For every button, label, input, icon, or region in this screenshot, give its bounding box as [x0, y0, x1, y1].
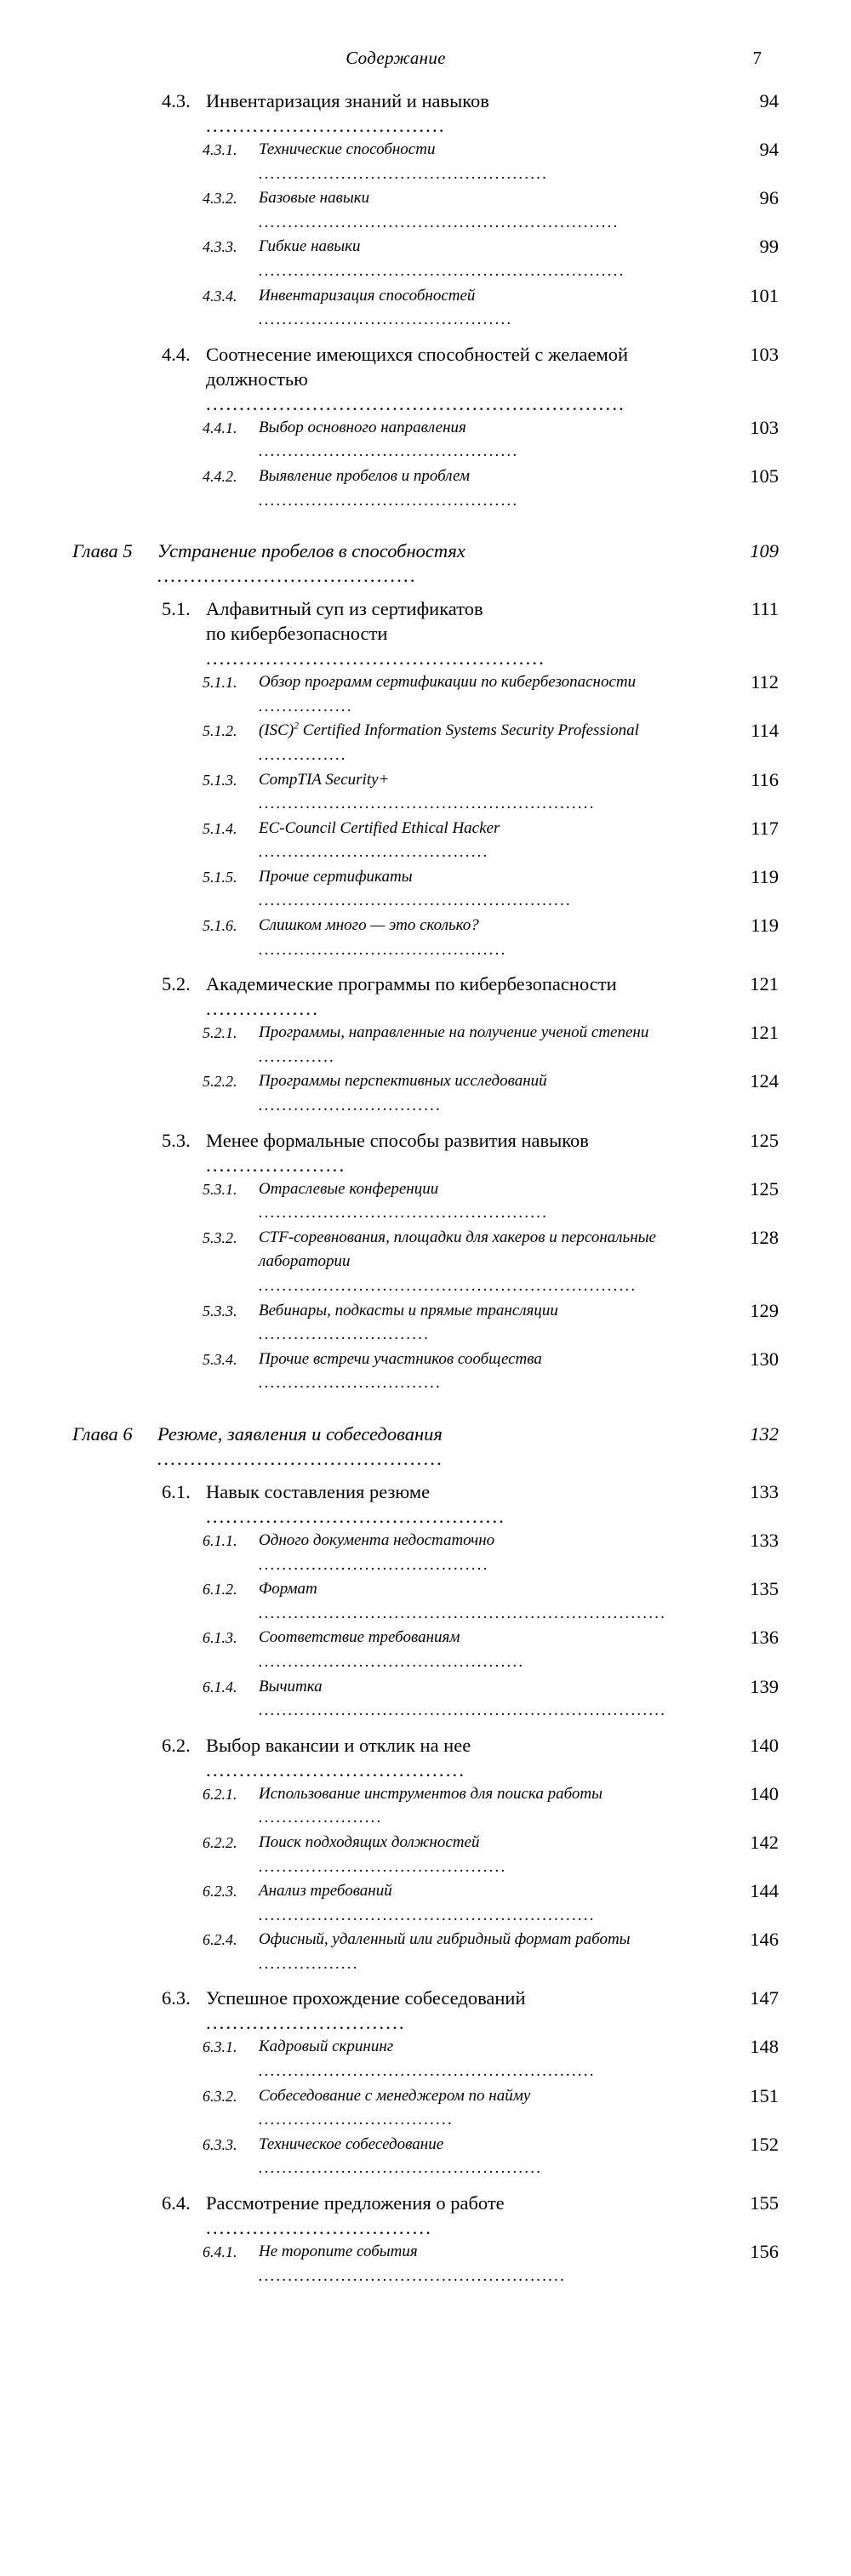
toc-entry-page-number: 119: [751, 915, 779, 937]
toc-entry-page-number: 156: [750, 2241, 779, 2263]
toc-entry-number: Глава 6: [72, 1422, 133, 1445]
toc-entry-number: 5.2.: [162, 973, 191, 995]
toc-entry-body: [259, 1879, 738, 1928]
toc-entry-page-number: 121: [750, 1022, 779, 1044]
leader-dots: ..........................................: [259, 940, 507, 959]
toc-entry-body: [259, 138, 738, 186]
leader-dots: .................: [206, 998, 320, 1020]
toc-entry-page-number: 146: [750, 1929, 779, 1951]
toc-entry-page-number: 101: [750, 284, 779, 306]
toc-entry-number: 5.1.: [162, 598, 191, 620]
toc-entry-body: [259, 719, 738, 767]
toc-entry-page-number: 130: [750, 1348, 779, 1370]
toc-entry-number: 4.4.: [162, 343, 191, 365]
leader-dots: .............: [259, 1047, 336, 1066]
toc-entry-page-number: 105: [750, 464, 779, 487]
leader-dots: ................: [259, 697, 354, 715]
toc-entry[interactable]: [72, 235, 779, 283]
toc-entry-page-number: 151: [750, 2084, 779, 2106]
toc-entry-page-number: 128: [750, 1226, 779, 1248]
leader-dots: ................................................: [259, 2159, 543, 2178]
toc-entry-body: [259, 817, 738, 865]
toc-entry-body: [157, 1422, 738, 1471]
leader-dots: .................: [259, 1954, 360, 1973]
toc-entry[interactable]: [72, 1422, 779, 1471]
toc-entry-title: Прочие встречи участников сообщества: [259, 1349, 542, 1368]
toc-entry-page-number: 119: [751, 865, 779, 887]
leader-dots: ....................................: [206, 115, 446, 136]
toc-entry-number: 6.3.: [162, 1987, 191, 2009]
toc-entry-title: CompTIA Security+: [259, 770, 390, 789]
toc-entry[interactable]: [72, 1733, 779, 1782]
toc-entry-page-number: 124: [750, 1070, 779, 1092]
toc-entry-body: [259, 416, 738, 464]
toc-entry-page-number: 112: [751, 671, 779, 693]
toc-entry-number: 6.3.1.: [203, 2038, 237, 2056]
leader-dots: .....................: [259, 1809, 383, 1827]
toc-entry-number: 6.1.: [162, 1480, 191, 1502]
toc-entry[interactable]: [72, 284, 779, 333]
toc-entry-title: Формат: [259, 1580, 317, 1599]
leader-dots: .........................................................: [259, 795, 597, 813]
toc-entry-page-number: 133: [750, 1480, 779, 1502]
toc-entry-title: Рассмотрение предложения о работе: [206, 2192, 505, 2214]
toc-entry[interactable]: [72, 138, 779, 186]
toc-entry-title: Кадровый скрининг: [259, 2037, 394, 2056]
toc-entry-body: [206, 88, 738, 138]
toc-entry-page-number: 121: [750, 973, 779, 995]
toc-entry-body: [259, 1782, 738, 1831]
toc-entry[interactable]: [72, 416, 779, 464]
leader-dots: ...................................................: [206, 647, 546, 670]
toc-entry-number: 6.2.: [162, 1734, 191, 1756]
leader-dots: ...............................: [259, 1374, 443, 1393]
toc-entry-number: 6.1.2.: [203, 1581, 237, 1599]
toc-entry-number: 5.3.2.: [203, 1228, 237, 1246]
toc-entry[interactable]: [72, 1879, 779, 1928]
toc-entry-title: Успешное прохождение собеседований: [206, 1987, 526, 2009]
toc-entry-title: Анализ требований: [259, 1882, 392, 1901]
toc-entry-title: Гибкие навыки: [259, 237, 361, 256]
toc-entry[interactable]: [72, 719, 779, 767]
toc-entry[interactable]: [72, 670, 779, 719]
toc-entry-number: 4.3.: [162, 90, 191, 111]
toc-entry-title: EC-Council Certified Ethical Hacker: [259, 818, 500, 837]
toc-entry-number: 5.1.5.: [203, 868, 237, 886]
toc-entry-page-number: 148: [750, 2036, 779, 2058]
toc-entry-number: 6.1.3.: [203, 1629, 237, 1647]
toc-entry-page-number: 142: [750, 1831, 779, 1853]
toc-entry-page-number: 114: [751, 720, 779, 742]
toc-entry-number: 6.1.4.: [203, 1678, 237, 1695]
leader-dots: .......................................: [157, 565, 418, 587]
leader-dots: .....................: [206, 1154, 346, 1176]
toc-entry-number: 6.3.3.: [203, 2135, 237, 2153]
toc-entry-number: 5.1.6.: [203, 917, 237, 935]
toc-entry-body: [259, 1831, 738, 1879]
toc-entry[interactable]: [72, 1128, 779, 1177]
toc-entry-body: [206, 972, 738, 1021]
toc-entry-page-number: 111: [751, 598, 779, 620]
toc-entry-body: [259, 1577, 738, 1626]
toc-entry-body: [259, 1069, 738, 1118]
toc-entry-page-number: 96: [759, 187, 779, 209]
toc-entry-number: 6.3.2.: [203, 2087, 237, 2105]
toc-entry-title: Использование инструментов для поиска работы: [259, 1784, 603, 1803]
leader-dots: .....................................................................: [259, 1604, 667, 1622]
toc-entry-title: Соотнесение имеющихся способностей с желаемой: [206, 343, 628, 365]
toc-entry-body: [259, 1675, 738, 1724]
leader-dots: .................................................: [259, 1204, 549, 1222]
toc-entry[interactable]: [72, 1529, 779, 1577]
running-head-title: Содержание: [346, 48, 446, 68]
toc-entry-title: (ISC)$^2$ Certified Information Systems Security Professional: [259, 720, 639, 740]
leader-dots: ............................................: [259, 442, 519, 461]
toc-entry-number: Глава 5: [72, 540, 133, 562]
leader-dots: .....................................................................: [259, 1701, 667, 1720]
toc-entry-body: [259, 2084, 738, 2133]
toc-entry-number: 6.2.4.: [203, 1931, 237, 1949]
toc-entry[interactable]: [72, 1348, 779, 1396]
toc-entry-title: Слишком много — это сколько?: [259, 916, 479, 935]
toc-entry[interactable]: [72, 2240, 779, 2288]
toc-entry-page-number: 147: [750, 1987, 779, 2009]
toc-entry-body: [259, 2240, 738, 2288]
toc-entry[interactable]: [72, 1626, 779, 1674]
toc-entry[interactable]: [72, 1069, 779, 1118]
toc-entry-page-number: 136: [750, 1627, 779, 1649]
toc-entry[interactable]: [72, 972, 779, 1021]
toc-entry-title: CTF-соревнования, площадки для хакеров и персональные: [259, 1228, 656, 1246]
toc-entry-body: [259, 1177, 738, 1226]
toc-entry-page-number: 125: [750, 1177, 779, 1200]
leader-dots: .............................: [259, 1325, 431, 1344]
toc-entry-number: 6.2.2.: [203, 1833, 237, 1851]
leader-dots: .....................................................: [259, 892, 573, 910]
toc-entry-body: [259, 914, 738, 962]
leader-dots: ...............................: [259, 1097, 443, 1115]
toc-entry-number: 5.3.4.: [203, 1350, 237, 1368]
toc-entry-body: [259, 1348, 738, 1396]
toc-entry-body: [206, 1479, 738, 1529]
toc-entry-number: 4.4.2.: [203, 467, 237, 485]
leader-dots: ..........................................: [259, 1857, 507, 1876]
toc-entry[interactable]: [72, 1479, 779, 1529]
leader-dots: .......................................: [206, 1758, 466, 1781]
toc-entry-body: [259, 865, 738, 914]
toc-entry-body: [259, 1226, 738, 1299]
toc-entry[interactable]: [72, 186, 779, 235]
toc-entry-page-number: 117: [751, 817, 779, 839]
leader-dots: ...........................................: [157, 1447, 444, 1469]
toc-entry-title: Устранение пробелов в способностях: [157, 540, 465, 562]
toc-entry-page-number: 152: [750, 2133, 779, 2155]
leader-dots: ............................................: [259, 491, 519, 510]
leader-dots: ..............................: [206, 2012, 406, 2034]
toc-entry-body: [206, 596, 738, 670]
toc-entry-body: [259, 186, 738, 235]
toc-entry[interactable]: [72, 1986, 779, 2035]
toc-entry-body: [259, 670, 738, 719]
leader-dots: ................................................................: [259, 1277, 637, 1295]
toc-entry-title: Выбор вакансии и отклик на нее: [206, 1734, 471, 1756]
toc-entry[interactable]: [72, 817, 779, 865]
toc-entry-body: [259, 768, 738, 817]
toc-entry[interactable]: [72, 464, 779, 513]
toc-entry[interactable]: [72, 342, 779, 416]
toc-entry-body: [259, 1928, 738, 1976]
toc-entry-page-number: 133: [750, 1529, 779, 1551]
toc-entry-number: 6.4.1.: [203, 2243, 237, 2261]
toc-entry-page-number: 139: [750, 1675, 779, 1697]
toc-entry-title: Инвентаризация знаний и навыков: [206, 90, 489, 111]
toc-entry-title-continued: должностью: [206, 368, 308, 390]
toc-entry-title: Навык составления резюме: [206, 1480, 431, 1502]
toc-entry-number: 4.3.2.: [203, 190, 237, 208]
toc-entry[interactable]: [72, 1782, 779, 1831]
toc-entry[interactable]: [72, 2084, 779, 2133]
toc-entry-page-number: 129: [750, 1299, 779, 1321]
toc-entry[interactable]: [72, 596, 779, 670]
toc-entry-title: Программы, направленные на получение ученой степени: [259, 1023, 649, 1042]
toc-entry[interactable]: [72, 1226, 779, 1299]
toc-entry-page-number: 99: [759, 236, 779, 258]
leader-dots: ...............................................................: [206, 392, 625, 414]
leader-dots: .........................................................: [259, 2062, 597, 2081]
toc-entry-body: [259, 1021, 738, 1069]
toc-entry-title: Академические программы по кибербезопасности: [206, 973, 617, 995]
toc-entry[interactable]: [72, 1928, 779, 1976]
running-head: [72, 48, 779, 73]
toc-entry-title: Резюме, заявления и собеседования: [157, 1422, 443, 1445]
toc-entry-body: [259, 1626, 738, 1674]
toc-entry-title: Отраслевые конференции: [259, 1179, 439, 1198]
toc-entry-title: Поиск подходящих должностей: [259, 1832, 480, 1851]
toc-entry-title: Базовые навыки: [259, 189, 370, 208]
toc-entry-number: 5.3.3.: [203, 1302, 237, 1319]
toc-entry-number: 4.4.1.: [203, 419, 237, 436]
toc-entry-page-number: 94: [759, 90, 779, 111]
toc-entry-title: Выбор основного направления: [259, 418, 466, 436]
toc-entry-title: Прочие сертификаты: [259, 867, 413, 886]
toc-entry-number: 5.3.: [162, 1129, 191, 1151]
toc-entry-number: 5.1.3.: [203, 771, 237, 789]
toc-entry-number: 5.1.4.: [203, 819, 237, 837]
toc-entry-page-number: 144: [750, 1880, 779, 1902]
leader-dots: .............................................: [206, 1505, 506, 1527]
toc-entry-page-number: 103: [750, 343, 779, 365]
toc-entry-body: [206, 1128, 738, 1177]
leader-dots: ...........................................: [259, 311, 513, 329]
page-folio-number: 7: [752, 48, 762, 68]
leader-dots: .............................................: [259, 1652, 525, 1671]
toc-entry-title: Соответствие требованиям: [259, 1628, 460, 1647]
leader-dots: ..................................: [206, 2217, 433, 2239]
toc-entry-title: Вебинары, подкасты и прямые трансляции: [259, 1301, 558, 1319]
toc-entry-body: [259, 284, 738, 333]
toc-entry-number: 6.4.: [162, 2192, 191, 2214]
toc-entry-body: [157, 539, 738, 588]
toc-entry-title: Техническое собеседование: [259, 2134, 444, 2153]
toc-entry-title: Выявление пробелов и проблем: [259, 466, 471, 485]
toc-entry[interactable]: [72, 914, 779, 962]
toc-entry[interactable]: [72, 88, 779, 138]
toc-entry-page-number: 135: [750, 1578, 779, 1600]
toc-entry-body: [206, 2191, 738, 2240]
toc-entry[interactable]: [72, 1577, 779, 1626]
toc-entry[interactable]: [72, 1021, 779, 1069]
toc-entry-title-continued: по кибербезопасности: [206, 623, 388, 645]
toc-entry-number: 4.3.1.: [203, 141, 237, 158]
toc-entry-page-number: 132: [750, 1422, 779, 1445]
toc-entry[interactable]: [72, 1675, 779, 1724]
toc-entry-title: Одного документа недостаточно: [259, 1530, 495, 1549]
toc-entry-title: Технические способности: [259, 140, 436, 158]
toc-entry-body: [259, 2133, 738, 2181]
toc-entry-title: Программы перспективных исследований: [259, 1072, 547, 1091]
leader-dots: .........................................................: [259, 1906, 597, 1924]
toc-entry-title: Не торопите события: [259, 2243, 418, 2261]
toc-entry-number: 6.1.1.: [203, 1531, 237, 1549]
toc-entry-number: 5.2.2.: [203, 1073, 237, 1091]
toc-entry-number: 6.2.3.: [203, 1883, 237, 1901]
toc-entry[interactable]: [72, 768, 779, 817]
toc-entry-page-number: 116: [751, 768, 779, 790]
leader-dots: .................................................: [259, 164, 549, 183]
toc-entry-body: [206, 1733, 738, 1782]
toc-entry-page-number: 109: [750, 540, 779, 562]
table-of-contents-list: [72, 88, 779, 2288]
toc-entry-number: 4.3.4.: [203, 287, 237, 305]
toc-entry-number: 5.3.1.: [203, 1180, 237, 1198]
toc-entry-page-number: 140: [750, 1782, 779, 1804]
toc-entry-title: Собеседование с менеджером по найму: [259, 2086, 531, 2105]
toc-entry-page-number: 125: [750, 1129, 779, 1151]
toc-entry-body: [206, 1986, 738, 2035]
toc-entry-body: [259, 235, 738, 283]
toc-entry[interactable]: [72, 1831, 779, 1879]
toc-entry-title: Инвентаризация способностей: [259, 286, 476, 305]
toc-entry[interactable]: [72, 2035, 779, 2083]
toc-entry-number: 4.3.3.: [203, 238, 237, 256]
toc-entry-title: Менее формальные способы развития навыков: [206, 1129, 589, 1151]
toc-entry-number: 6.2.1.: [203, 1785, 237, 1803]
toc-entry-page-number: 94: [759, 139, 779, 160]
leader-dots: .......................................: [259, 1555, 490, 1574]
leader-dots: ...............: [259, 745, 348, 764]
toc-entry-number: 5.2.1.: [203, 1024, 237, 1042]
toc-entry[interactable]: [72, 2191, 779, 2240]
toc-entry-title: Обзор программ сертификации по кибербезопасности: [259, 673, 637, 692]
toc-entry-title-continued: лаборатории: [259, 1252, 351, 1271]
toc-entry-number: 5.1.2.: [203, 722, 237, 740]
toc-entry-title: Вычитка: [259, 1677, 323, 1695]
toc-entry-page-number: 140: [750, 1734, 779, 1756]
toc-entry[interactable]: [72, 1177, 779, 1226]
toc-entry-number: 5.1.1.: [203, 674, 237, 692]
leader-dots: .................................: [259, 2111, 454, 2129]
toc-entry[interactable]: [72, 539, 779, 588]
toc-entry-body: [206, 342, 738, 416]
toc-entry[interactable]: [72, 2133, 779, 2181]
toc-entry-page-number: 155: [750, 2192, 779, 2214]
leader-dots: .............................................................: [259, 213, 620, 231]
leader-dots: ..............................................................: [259, 261, 625, 280]
toc-entry[interactable]: [72, 865, 779, 914]
toc-entry-body: [259, 1529, 738, 1577]
toc-entry-title: Алфавитный суп из сертификатов: [206, 598, 483, 620]
leader-dots: .......................................: [259, 843, 490, 862]
toc-entry-body: [259, 464, 738, 513]
toc-entry-page-number: 103: [750, 416, 779, 438]
toc-entry-body: [259, 2035, 738, 2083]
toc-entry[interactable]: [72, 1299, 779, 1348]
toc-entry-title: Офисный, удаленный или гибридный формат работы: [259, 1930, 631, 1949]
leader-dots: ....................................................: [259, 2266, 567, 2285]
toc-entry-body: [259, 1299, 738, 1348]
